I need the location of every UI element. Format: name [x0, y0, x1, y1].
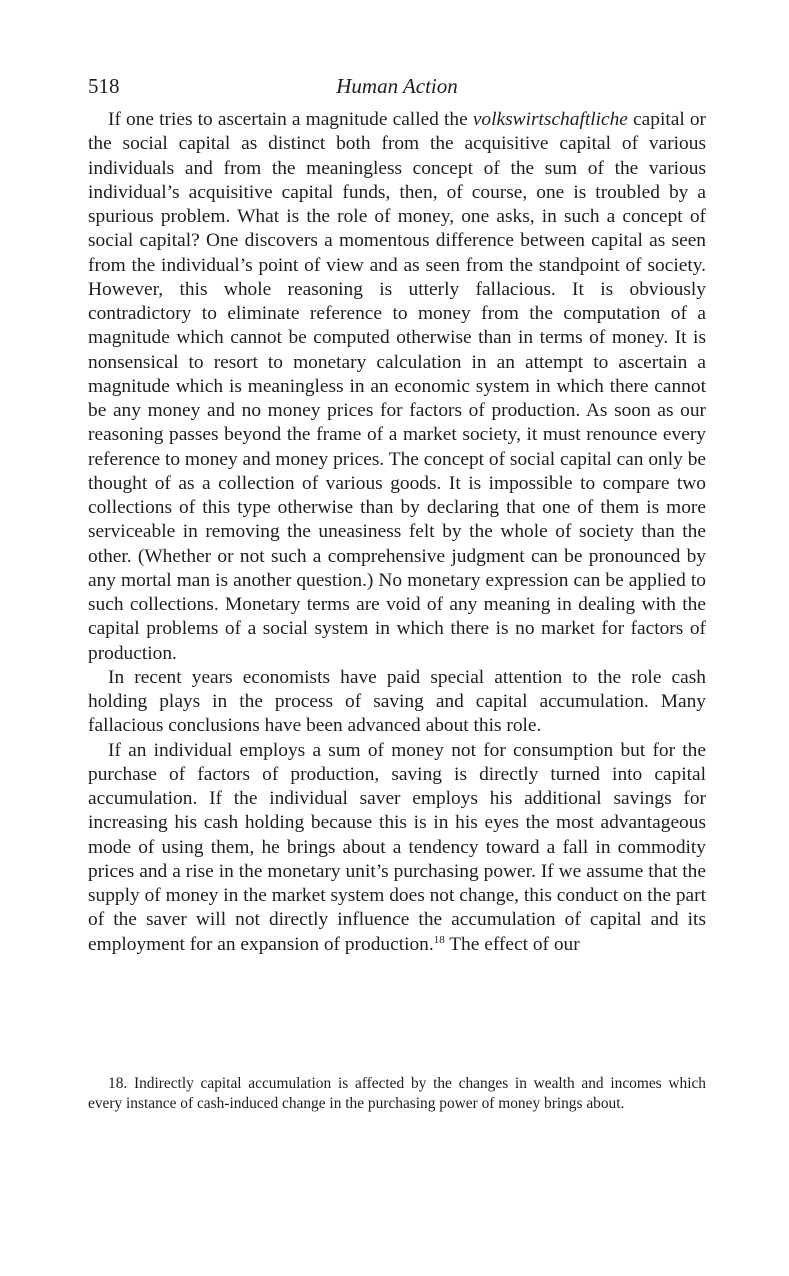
- footnote-reference: 18: [433, 933, 445, 946]
- paragraph-social-capital: [88, 108, 706, 666]
- emphasized-term: volkswirtschaftliche: [472, 109, 628, 130]
- page-number: 518: [88, 74, 120, 98]
- footnote: 18. Indirectly capital accumulation is affected by the changes in wealth and incomes which every instance of cash-induced change in the purchasing power of money brings about.: [88, 1075, 706, 1112]
- paragraph-cash-holding: [88, 666, 706, 739]
- paragraph-text: In recent years economists have paid special attention to the role cash holding plays in the process of saving and capital accumulation. Many fallacious conclusions have been advanced about this role.: [88, 666, 706, 737]
- running-title: Human Action: [336, 74, 458, 98]
- body-text: [88, 108, 706, 957]
- page-header: [88, 74, 706, 104]
- paragraph-text: If one tries to ascertain a magnitude called the: [108, 109, 473, 130]
- paragraph-text: If an individual employs a sum of money not for consumption but for the purchase of factors of production, saving is directly turned into capital accumulation. If the individual saver employs his additional savings for increasing his cash holding because this is in his eyes the most advantageous mode of using them, he brings about a tendency toward a fall in commodity prices and a rise in the monetary unit’s purchasing power. If we assume that the supply of money in the market system does not change, this conduct on the part of the saver will not directly influence the accumulation of capital and its employment for an expansion of production.: [88, 739, 706, 955]
- paragraph-text: capital or the social capital as distinct both from the acquisitive capital of various individuals and from the meaningless concept of the sum of the various individual’s acquisitive capital funds, then, of course, one is troubled by a spurious problem. What is the role of money, one asks, in such a concept of social capital? One discovers a momentous difference between capital as seen from the individual’s point of view and as seen from the standpoint of society. However, this whole reasoning is utterly fallacious. It is obviously contradictory to eliminate reference to money from the computation of a magnitude which cannot be computed otherwise than in terms of money. It is nonsensical to resort to monetary calculation in an attempt to ascertain a magnitude which is meaningless in an economic system in which there cannot be any money and no money prices for factors of production. As soon as our reasoning passes beyond the frame of a market society, it must renounce every reference to money and money prices. The concept of social capital can only be thought of as a collection of various goods. It is impossible to compare two collections of this type otherwise than by declaring that one of them is more serviceable in removing the uneasiness felt by the whole of society than the other. (Whether or not such a comprehensive judgment can be pronounced by any mortal man is another question.) No monetary expression can be applied to such collections. Monetary terms are void of any meaning in dealing with the capital problems of a social system in which there is no market for factors of production.: [88, 109, 706, 664]
- paragraph-text: The effect of our: [444, 933, 580, 955]
- paragraph-saving: [88, 739, 706, 957]
